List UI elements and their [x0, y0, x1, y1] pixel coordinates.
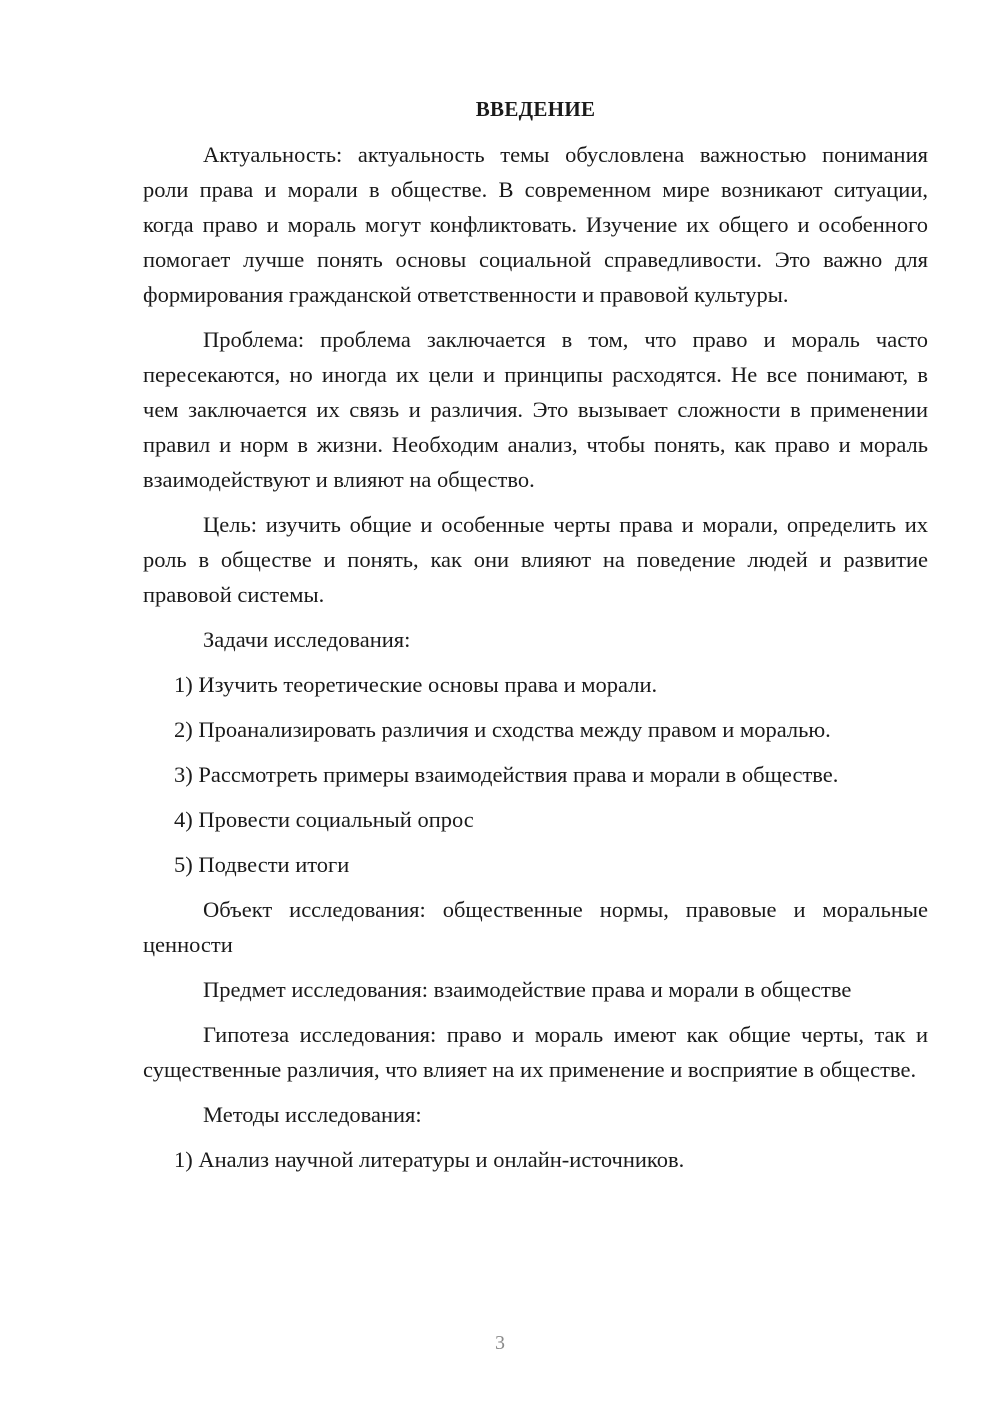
- problem-paragraph: Проблема: проблема заключается в том, что право и мораль часто пересекаются, но иногда их цели и принципы расходятся. Не все понимают, в чем заключается их связь и различия. Это вызывает сложности в применении правил и норм в жизни. Необходим анализ, чтобы понять, как право и мораль взаимодействуют и влияют на общество.: [143, 327, 928, 492]
- section-title: ВВЕДЕНИЕ: [475, 97, 596, 121]
- subject-paragraph: Предмет исследования: взаимодействие права и морали в обществе: [203, 977, 852, 1002]
- tasks-list: [143, 667, 928, 882]
- list-item: 5) Подвести итоги: [174, 852, 350, 877]
- relevance-paragraph: Актуальность: актуальность темы обусловлена важностью понимания роли права и морали в обществе. В современном мире возникают ситуации, когда право и мораль могут конфликтовать. Изучение их общего и особенного помогает лучше понять основы социальной справедливости. Это важно для формирования гражданской ответственности и правовой культуры.: [143, 142, 928, 307]
- list-item: 1) Изучить теоретические основы права и морали.: [174, 672, 658, 697]
- list-item: 1) Анализ научной литературы и онлайн-источников.: [174, 1147, 685, 1172]
- document-page: [143, 92, 928, 1187]
- methods-list: [143, 1142, 928, 1177]
- object-paragraph: Объект исследования: общественные нормы, правовые и моральные ценности: [143, 897, 928, 957]
- methods-heading: Методы исследования:: [203, 1102, 422, 1127]
- tasks-heading: Задачи исследования:: [203, 627, 411, 652]
- list-item: 3) Рассмотреть примеры взаимодействия права и морали в обществе.: [174, 762, 839, 787]
- list-item: 4) Провести социальный опрос: [174, 807, 474, 832]
- list-item: 2) Проанализировать различия и сходства между правом и моралью.: [174, 717, 831, 742]
- goal-paragraph: Цель: изучить общие и особенные черты права и морали, определить их роль в обществе и понять, как они влияют на поведение людей и развитие правовой системы.: [143, 512, 928, 607]
- hypothesis-paragraph: Гипотеза исследования: право и мораль имеют как общие черты, так и существенные различия, что влияет на их применение и восприятие в обществе.: [143, 1022, 928, 1082]
- page-number: 3: [495, 1332, 505, 1354]
